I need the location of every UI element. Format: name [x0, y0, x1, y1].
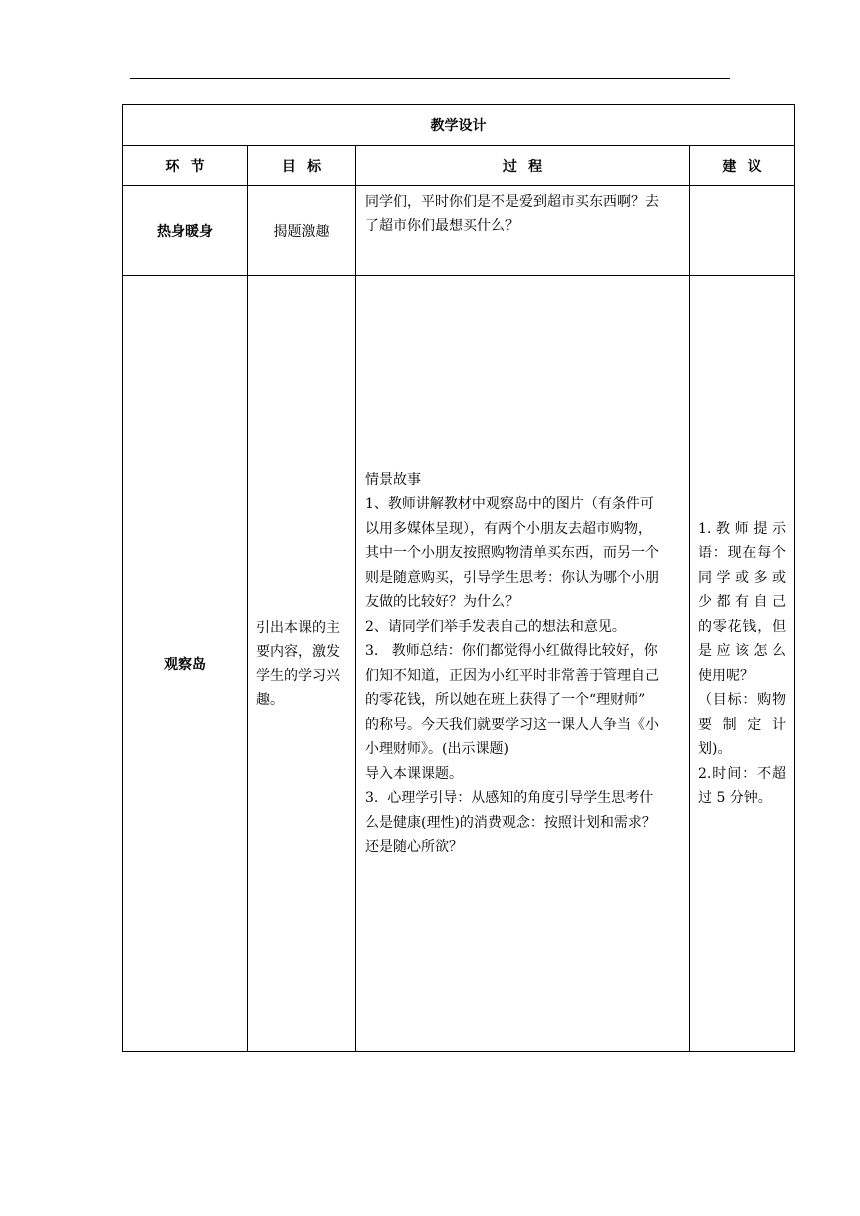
process-line: 同学们，平时你们是不是爱到超市买东西啊？去 — [365, 194, 659, 210]
process-line: 情景故事 — [365, 471, 421, 488]
process-line: 友做的比较好？为什么？ — [365, 594, 519, 610]
lesson-design-table — [122, 104, 795, 1052]
header-rule — [130, 78, 730, 79]
process-line: 其中一个小朋友按照购物清单买东西，而另一个 — [365, 545, 659, 561]
process-line: 以用多媒体呈现），有两个小朋友去超市购物， — [365, 520, 652, 537]
header-goal: 目标 — [248, 146, 356, 186]
suggestion-line: 的零花钱，但 — [698, 618, 786, 635]
process-line: 1、教师讲解教材中观察岛中的图片（有条件可 — [365, 496, 654, 512]
process-line: 则是随意购买，引导学生思考：你认为哪个小朋 — [365, 569, 659, 586]
suggestion-line: 要制定计 — [698, 716, 786, 733]
suggestion-line: 同学或多或 — [698, 569, 786, 586]
process-line: 3. 教师总结：你们都觉得小红做得比较好，你 — [365, 643, 658, 659]
suggestion-line: 划)。 — [698, 741, 732, 757]
header-stage: 环节 — [123, 146, 248, 186]
process-line: 导入本课课题。 — [365, 765, 463, 782]
stage-cell: 观察岛 — [123, 276, 248, 1052]
suggestion-line: 过 5 分钟。 — [698, 790, 772, 806]
goal-line: 要内容，激发 — [256, 643, 340, 660]
suggestion-line: 语：现在每个 — [698, 545, 786, 561]
header-process: 过程 — [356, 146, 690, 186]
suggestion-line: 是应该怎么 — [698, 643, 786, 659]
suggestion-cell — [690, 276, 795, 1052]
header-suggestion: 建议 — [690, 146, 795, 186]
process-line: 3. 心理学引导：从感知的角度引导学生思考什 — [365, 790, 654, 806]
process-cell — [356, 186, 690, 276]
table-row — [123, 276, 795, 1052]
suggestion-cell — [690, 186, 795, 276]
goal-line: 学生的学习兴 — [256, 667, 340, 684]
process-cell — [356, 276, 690, 1052]
process-line: 的零花钱，所以她在班上获得了一个“理财师” — [365, 692, 646, 708]
goal-cell — [248, 276, 356, 1052]
suggestion-line: 1.教师提示 — [698, 520, 786, 537]
process-line: 还是随心所欲？ — [365, 839, 463, 855]
suggestion-line: 2.时间：不超 — [698, 765, 786, 782]
suggestion-line: （目标：购物 — [698, 692, 786, 708]
suggestion-line: 使用呢？ — [698, 667, 754, 684]
process-line: 了超市你们最想买什么？ — [365, 218, 519, 234]
goal-line: 趣。 — [256, 691, 284, 708]
process-line: 的称号。今天我们就要学习这一课人人争当《小 — [365, 716, 659, 733]
process-line: 2、请同学们举手发表自己的想法和意见。 — [365, 618, 626, 635]
table-title: 教学设计 — [123, 105, 795, 146]
stage-cell: 热身暖身 — [123, 186, 248, 276]
goal-cell: 揭题激趣 — [248, 186, 356, 276]
process-line: 小理财师》。(出示课题) — [365, 741, 509, 757]
process-line: 么是健康(理性)的消费观念：按照计划和需求？ — [365, 814, 656, 831]
suggestion-line: 少都有自己 — [698, 594, 786, 610]
process-line: 们知不知道，正因为小红平时非常善于管理自己 — [365, 667, 659, 684]
table-row — [123, 186, 795, 276]
goal-line: 引出本课的主 — [256, 619, 340, 636]
